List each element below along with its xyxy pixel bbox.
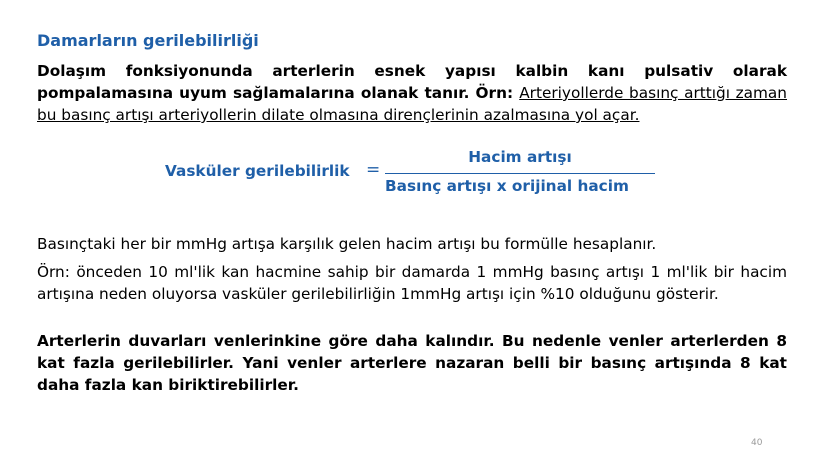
- formula-numerator: Hacim artışı: [468, 148, 572, 166]
- paragraph-elasticity: [37, 60, 787, 126]
- paragraph-elasticity-example: Arteriyollerde basınç arttığı zaman bu basınç artışı arteriyollerin dilate olmasına dirençlerinin azalmasına yol açar.: [37, 84, 788, 124]
- formula-lhs: Vasküler gerilebilirlik: [165, 162, 350, 180]
- formula-denominator: Basınç artışı x orijinal hacim: [385, 177, 629, 195]
- page-number: 40: [751, 438, 763, 448]
- paragraph-example: Örn: önceden 10 ml'lik kan hacmine sahip bir damarda 1 mmHg basınç artışı 1 ml'lik bir hacim artışına neden oluyorsa vasküler gerilebilirliğin 1mmHg artışı için %10 olduğunu gösterir.: [37, 263, 787, 303]
- compliance-formula: [165, 146, 665, 198]
- paragraph-veins: Arterlerin duvarları venlerinkine göre daha kalındır. Bu nedenle venler arterlerden 8 kat fazla gerilebilirler. Yani venler arterlere nazaran belli bir basınç artışında 8 kat daha fazla kan biriktirebilirler.: [37, 332, 787, 394]
- slide-heading: Damarların gerilebilirliği: [37, 31, 259, 50]
- paragraph-elasticity-bold: Dolaşım fonksiyonunda arterlerin esnek yapısı kalbin kanı pulsativ olarak pompalamasına uyum sağlamalarına olanak tanır. Örn: [37, 62, 787, 102]
- formula-equals: =: [366, 160, 381, 180]
- paragraph-elasticity-colon: :: [506, 84, 520, 102]
- formula-fraction-bar: [385, 173, 655, 174]
- paragraph-calculation: Basınçtaki her bir mmHg artışa karşılık gelen hacim artışı bu formülle hesaplanır.: [37, 235, 657, 253]
